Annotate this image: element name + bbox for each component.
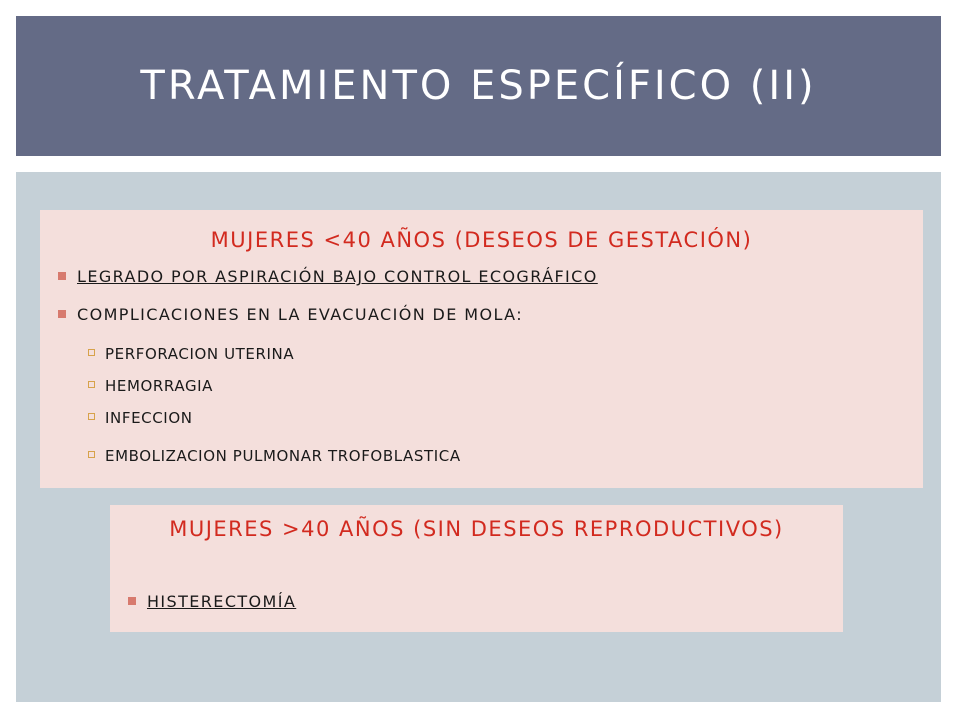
list-item-histerectomia: [128, 592, 296, 612]
section-under-40-heading: MUJERES <40 AÑOS (DESEOS DE GESTACIÓN): [210, 228, 753, 252]
section-under-40: [40, 210, 923, 488]
section-over-40: [110, 505, 843, 632]
hollow-square-bullet-icon: [88, 413, 95, 420]
sub-item-label: HEMORRAGIA: [105, 377, 214, 395]
sub-item-label: INFECCION: [105, 409, 193, 427]
sub-item-embolizacion: [88, 446, 461, 466]
slide-title: TRATAMIENTO ESPECÍFICO (II): [140, 63, 817, 109]
section-over-40-heading: MUJERES >40 AÑOS (SIN DESEOS REPRODUCTIVOS): [169, 517, 784, 541]
square-bullet-icon: [128, 597, 136, 605]
list-item-legrado: [58, 267, 598, 287]
sub-item-label: PERFORACION UTERINA: [105, 345, 295, 363]
hollow-square-bullet-icon: [88, 349, 95, 356]
list-item-label: LEGRADO POR ASPIRACIÓN BAJO CONTROL ECOGRÁFICO: [77, 267, 598, 286]
hollow-square-bullet-icon: [88, 451, 95, 458]
hollow-square-bullet-icon: [88, 381, 95, 388]
title-bar: [16, 16, 941, 156]
list-item-label: HISTERECTOMÍA: [147, 592, 297, 611]
sub-item-hemorragia: [88, 376, 213, 396]
sub-item-infeccion: [88, 408, 193, 428]
sub-item-label: EMBOLIZACION PULMONAR TROFOBLASTICA: [105, 447, 461, 465]
sub-item-perforacion: [88, 344, 294, 364]
square-bullet-icon: [58, 272, 66, 280]
square-bullet-icon: [58, 310, 66, 318]
list-item-complicaciones: [58, 305, 523, 325]
list-item-label: COMPLICACIONES EN LA EVACUACIÓN DE MOLA:: [77, 305, 523, 324]
